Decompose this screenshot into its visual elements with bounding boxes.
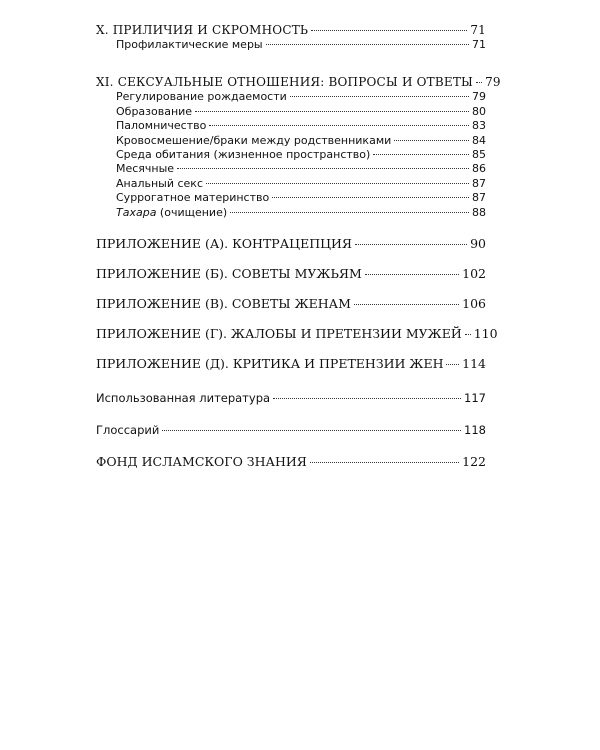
dot-leader: [310, 462, 459, 463]
toc-appendix-title: ПРИЛОЖЕНИЕ (А). КОНТРАЦЕПЦИЯ: [96, 236, 352, 252]
dot-leader: [290, 96, 469, 97]
dot-leader: [394, 140, 469, 141]
toc-page-number: 71: [472, 38, 486, 51]
dot-leader: [465, 334, 471, 335]
toc-entry[interactable]: [96, 105, 486, 119]
toc-glossary[interactable]: [96, 422, 486, 438]
toc-page-number: 80: [472, 104, 486, 118]
toc-page-number: 114: [462, 356, 486, 372]
dot-leader: [230, 212, 469, 213]
toc-foundation[interactable]: [96, 454, 486, 470]
toc-page-number: 110: [473, 326, 498, 342]
toc-appendix-v[interactable]: [96, 296, 486, 312]
toc-entry-title: Среда обитания (жизненное пространство): [116, 148, 371, 162]
toc-entry[interactable]: [96, 162, 486, 176]
toc-page-number: 87: [472, 176, 486, 190]
toc-entry[interactable]: [96, 206, 486, 220]
toc-entry-title-italic: Тахара: [116, 205, 157, 219]
toc-appendix-d[interactable]: [96, 356, 486, 372]
toc-page-number: 87: [472, 191, 486, 205]
toc-chapter-title: X. ПРИЛИЧИЯ И СКРОМНОСТЬ: [96, 23, 309, 37]
dot-leader: [446, 364, 459, 365]
toc-page-number: 102: [462, 266, 486, 282]
toc-appendix-title: ПРИЛОЖЕНИЕ (Г). ЖАЛОБЫ И ПРЕТЕНЗИИ МУЖЕЙ: [96, 326, 462, 342]
toc-appendix-b[interactable]: [96, 266, 486, 282]
toc-chapter-title: XI. СЕКСУАЛЬНЫЕ ОТНОШЕНИЯ: ВОПРОСЫ И ОТВЕТЫ: [96, 75, 474, 90]
dot-leader: [177, 168, 469, 169]
toc-entry-title: [116, 206, 227, 220]
toc-page-number: 79: [472, 90, 486, 104]
toc-page-number: 71: [470, 23, 486, 37]
toc-entry-title: Глоссарий: [96, 423, 160, 438]
toc-appendix-a[interactable]: [96, 236, 486, 252]
toc-page-number: 83: [472, 119, 486, 133]
table-of-contents: [96, 22, 501, 470]
toc-page-number: 106: [462, 296, 486, 312]
toc-entry-title: Суррогатное материнство: [116, 191, 270, 205]
toc-page-number: 85: [472, 148, 486, 162]
toc-entry-title: Регулирование рождаемости: [116, 90, 287, 104]
dot-leader: [206, 183, 469, 184]
toc-entry[interactable]: [96, 148, 486, 162]
toc-page-number: 117: [464, 391, 486, 406]
dot-leader: [273, 398, 461, 399]
toc-entry-title: Анальный секс: [116, 176, 204, 190]
toc-chapter-xi[interactable]: [96, 74, 501, 90]
toc-entry-title: Кровосмешение/браки между родственниками: [116, 133, 392, 147]
toc-entry[interactable]: [96, 119, 486, 133]
toc-entry-title: Использованная литература: [96, 391, 271, 406]
dot-leader: [162, 430, 461, 431]
toc-page-number: 122: [462, 454, 486, 470]
dot-leader: [272, 197, 469, 198]
toc-entry-title: Профилактические меры: [116, 38, 263, 51]
toc-page-number: 84: [472, 133, 486, 147]
toc-entry-title: Паломничество: [116, 119, 207, 133]
toc-entry-title: ФОНД ИСЛАМСКОГО ЗНАНИЯ: [96, 454, 307, 470]
toc-page-number: 118: [464, 423, 486, 438]
dot-leader: [311, 30, 467, 31]
toc-page-number: 79: [485, 75, 501, 90]
toc-entry[interactable]: [96, 38, 486, 52]
toc-appendix-g[interactable]: [96, 326, 498, 342]
dot-leader: [365, 274, 459, 275]
dot-leader: [266, 44, 469, 45]
dot-leader: [355, 244, 467, 245]
toc-entry[interactable]: [96, 177, 486, 191]
toc-entry-title-rest: (очищение): [156, 205, 228, 219]
toc-entry[interactable]: [96, 191, 486, 205]
toc-page-number: 90: [470, 236, 486, 252]
dot-leader: [195, 111, 469, 112]
dot-leader: [354, 304, 459, 305]
toc-page-number: 88: [472, 205, 486, 219]
dot-leader: [476, 82, 482, 83]
dot-leader: [209, 125, 469, 126]
toc-page-number: 86: [472, 162, 486, 176]
toc-appendix-title: ПРИЛОЖЕНИЕ (Б). СОВЕТЫ МУЖЬЯМ: [96, 266, 362, 282]
toc-appendix-title: ПРИЛОЖЕНИЕ (Д). КРИТИКА И ПРЕТЕНЗИИ ЖЕН: [96, 356, 444, 372]
toc-appendix-title: ПРИЛОЖЕНИЕ (В). СОВЕТЫ ЖЕНАМ: [96, 296, 351, 312]
dot-leader: [373, 154, 469, 155]
toc-entry[interactable]: [96, 134, 486, 148]
toc-entry[interactable]: [96, 90, 486, 104]
toc-chapter-x[interactable]: [96, 22, 486, 38]
toc-entry-title: Месячные: [116, 162, 175, 176]
toc-references[interactable]: [96, 390, 486, 406]
toc-entry-title: Образование: [116, 104, 193, 118]
